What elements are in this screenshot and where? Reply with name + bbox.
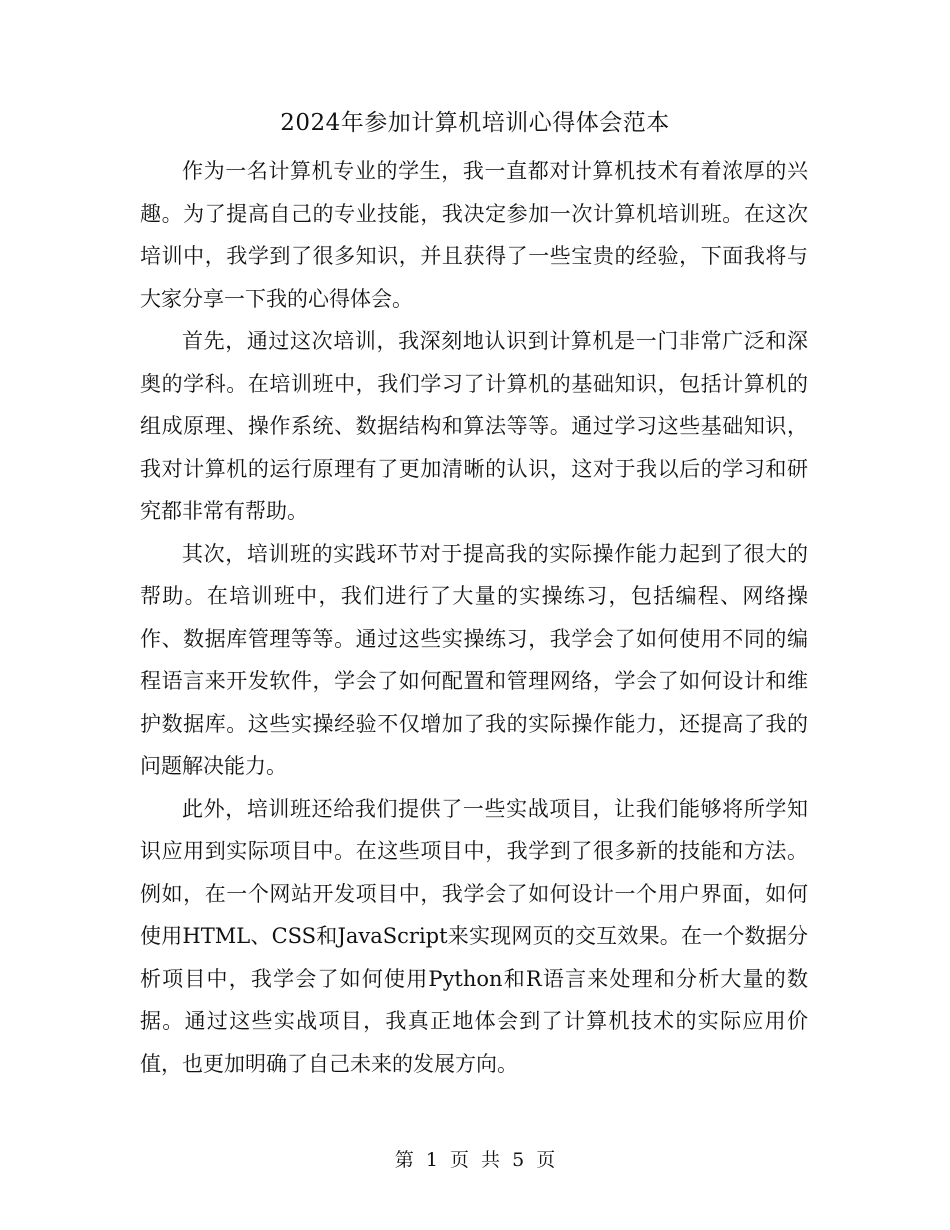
document-body <box>140 150 808 1085</box>
footer-label-gong: 共 <box>481 1149 501 1171</box>
paragraph-2: 首先，通过这次培训，我深刻地认识到计算机是一门非常广泛和深奥的学科。在培训班中，我们学习了计算机的基础知识，包括计算机的组成原理、操作系统、数据结构和算法等等。通过学习这些基础知识，我对计算机的运行原理有了更加清晰的认识，这对于我以后的学习和研究都非常有帮助。 <box>140 329 808 523</box>
footer-label-ye: 页 <box>449 1149 469 1171</box>
footer-total-pages: 5 <box>512 1149 525 1171</box>
paragraph-3: 其次，培训班的实践环节对于提高我的实际操作能力起到了很大的帮助。在培训班中，我们进行了大量的实操练习，包括编程、网络操作、数据库管理等等。通过这些实操练习，我学会了如何使用不同的编程语言来开发软件，学会了如何配置和管理网络，学会了如何设计和维护数据库。这些实操经验不仅增加了我的实际操作能力，还提高了我的问题解决能力。 <box>140 541 808 778</box>
footer-current-page: 1 <box>425 1149 438 1171</box>
document-title: 2024年参加计算机培训心得体会范本 <box>280 110 670 136</box>
paragraph-1: 作为一名计算机专业的学生，我一直都对计算机技术有着浓厚的兴趣。为了提高自己的专业技能，我决定参加一次计算机培训班。在这次培训中，我学到了很多知识，并且获得了一些宝贵的经验，下面我将与大家分享一下我的心得体会。 <box>140 159 808 311</box>
page-footer <box>0 1145 950 1175</box>
footer-label-ye2: 页 <box>536 1149 556 1171</box>
footer-label-di: 第 <box>394 1149 414 1171</box>
paragraph-4: 此外，培训班还给我们提供了一些实战项目，让我们能够将所学知识应用到实际项目中。在这些项目中，我学到了很多新的技能和方法。例如，在一个网站开发项目中，我学会了如何设计一个用户界面，如何使用HTML、CSS和JavaScript来实现网页的交互效果。在一个数据分析项目中，我学会了如何使用Python和R语言来处理和分析大量的数据。通过这些实战项目，我真正地体会到了计算机技术的实际应用价值，也更加明确了自己未来的发展方向。 <box>140 796 808 1076</box>
